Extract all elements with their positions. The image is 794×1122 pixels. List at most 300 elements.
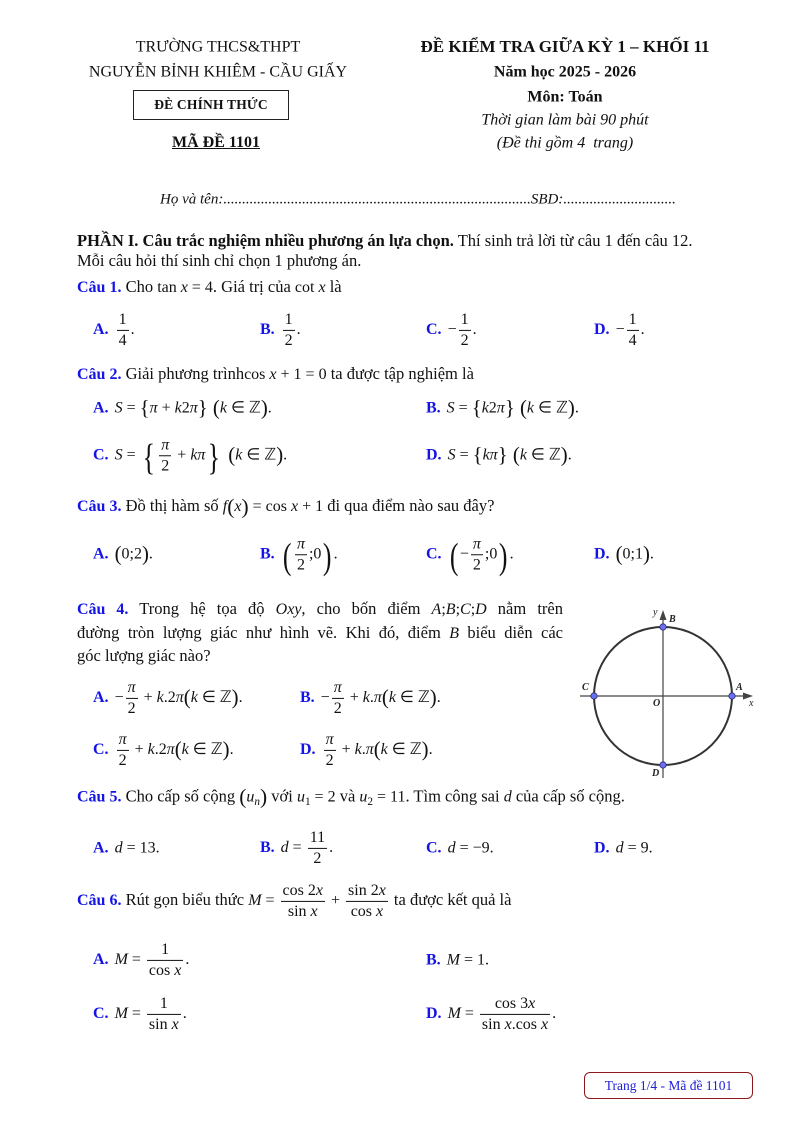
fraction — [159, 436, 171, 474]
delimiter: { — [139, 396, 150, 420]
math-text: ;0 — [484, 545, 498, 563]
fraction — [147, 995, 181, 1033]
math-text: − — [320, 688, 330, 706]
math-text: 2 — [118, 751, 127, 769]
fraction — [332, 679, 344, 717]
option-content — [281, 310, 301, 349]
math-variable: x — [269, 365, 277, 383]
text-run: Giải phương trình — [121, 363, 245, 383]
math-text: − — [114, 688, 124, 706]
question-2-option-c — [93, 436, 287, 475]
point-a-label: A — [736, 682, 743, 693]
math-text: + — [139, 688, 157, 706]
question-text — [121, 494, 495, 519]
math-text: + — [326, 891, 345, 909]
question-label: Câu 1. — [77, 278, 122, 296]
math-variable: u — [246, 788, 255, 806]
question-text — [77, 646, 211, 665]
math-text: 1 — [628, 310, 637, 328]
question-label: Câu 4. — [77, 600, 129, 618]
option-label: A. — [93, 688, 109, 706]
subscript: n — [254, 796, 260, 809]
fraction-denominator — [471, 555, 483, 574]
option-content — [616, 839, 653, 856]
question-label: Câu 3. — [77, 498, 122, 516]
option-label: D. — [594, 320, 610, 338]
math-variable: S — [446, 399, 455, 417]
math-text: . — [640, 320, 645, 338]
large-delimiter: ) — [499, 534, 508, 576]
exam-code: MÃ ĐỀ 1101 — [172, 134, 260, 151]
option-content — [447, 994, 557, 1033]
math-variable: k — [362, 688, 370, 706]
math-text: . — [329, 838, 334, 856]
math-variable: k — [235, 446, 243, 464]
math-variable: x — [504, 1015, 512, 1033]
question-5-option-b — [260, 829, 333, 867]
math-text: 2 — [488, 399, 497, 417]
math-variable: d — [503, 788, 512, 806]
question-text — [121, 364, 473, 383]
question-label: Câu 2. — [77, 365, 122, 383]
delimiter: ) — [260, 396, 268, 420]
math-variable: k — [388, 688, 396, 706]
math-variable: x — [290, 498, 299, 516]
math-variable: k — [219, 399, 227, 417]
delimiter: ( — [373, 737, 381, 761]
question-3-option-a — [93, 542, 153, 566]
fraction-numerator — [281, 882, 325, 902]
fraction-numerator — [459, 311, 471, 331]
point-c — [591, 693, 597, 699]
question-text — [121, 881, 512, 920]
fraction-denominator — [147, 1015, 181, 1034]
delimiter: { — [472, 443, 483, 467]
point-a — [729, 693, 735, 699]
fraction-numerator — [126, 679, 138, 699]
question-1-option-b — [260, 311, 301, 349]
math-variable: M — [114, 1004, 128, 1022]
math-text: ∈ ℤ — [526, 446, 561, 464]
math-text: 0;2 — [121, 545, 142, 563]
question-6-option-d — [426, 995, 556, 1033]
math-variable: k — [147, 740, 155, 758]
fraction-denominator — [281, 902, 325, 921]
question-6-option-a — [93, 941, 189, 979]
delimiter: ( — [207, 396, 220, 420]
math-text: . — [472, 320, 477, 338]
fraction — [308, 829, 327, 867]
school-year: Năm học 2025 - 2026 — [493, 63, 637, 81]
math-variable: x — [378, 881, 386, 899]
fraction — [471, 535, 483, 573]
option-label: D. — [594, 839, 610, 857]
math-variable: π — [333, 678, 342, 696]
math-text: = — [127, 1004, 145, 1022]
math-variable: π — [127, 678, 136, 696]
math-text: . — [267, 399, 272, 417]
math-text: 1 — [460, 310, 469, 328]
math-text: sin — [148, 1015, 172, 1033]
fraction-numerator — [471, 535, 483, 555]
question-4-stem-line3 — [77, 646, 211, 666]
math-text: 1 — [284, 310, 293, 328]
math-text: ∈ ℤ — [188, 740, 223, 758]
option-content — [448, 534, 514, 576]
math-text: 2 — [181, 399, 190, 417]
option-content — [114, 678, 243, 717]
math-text: 1 — [118, 310, 127, 328]
math-variable: k — [174, 399, 182, 417]
question-5-option-a — [93, 838, 160, 857]
math-variable: S — [447, 446, 456, 464]
option-content — [281, 534, 338, 576]
fraction-numerator — [159, 436, 171, 456]
text-run: biểu diễn các — [458, 622, 563, 642]
math-variable: π — [161, 436, 170, 454]
option-content — [280, 828, 334, 867]
math-text: 11 — [309, 828, 326, 846]
math-variable: x — [171, 1015, 179, 1033]
option-content — [615, 542, 654, 566]
fraction-denominator — [147, 961, 183, 980]
question-6-stem — [77, 882, 511, 920]
math-text: cos 3 — [494, 994, 529, 1012]
text-run: đường tròn lượng giác như hình vẽ. Khi đó, điểm — [77, 622, 450, 642]
question-text — [121, 784, 625, 809]
math-variable: π — [118, 730, 127, 748]
math-text: 0;1 — [622, 545, 643, 563]
delimiter: } — [497, 443, 508, 467]
math-variable: k — [519, 446, 527, 464]
math-text: ; — [441, 600, 446, 618]
option-label: C. — [426, 320, 442, 338]
math-text: ∈ ℤ — [197, 688, 232, 706]
text-run: . Giá trị của — [212, 276, 295, 296]
math-text: . — [333, 545, 338, 563]
option-label: B. — [300, 688, 315, 706]
fraction-denominator — [117, 331, 129, 350]
math-variable: d — [447, 839, 456, 857]
option-content — [448, 839, 494, 856]
fraction — [627, 311, 639, 349]
question-2-option-b — [426, 396, 579, 420]
fraction-denominator — [126, 699, 138, 718]
delimiter: ) — [429, 685, 437, 709]
math-text: = — [455, 446, 473, 464]
question-5-option-c — [426, 838, 494, 857]
delimiter: ( — [381, 685, 389, 709]
question-6-option-b — [426, 950, 489, 969]
fraction-denominator — [324, 751, 336, 770]
math-text: 1 — [159, 994, 168, 1012]
option-label: A. — [93, 399, 109, 417]
math-text: sin — [481, 1015, 505, 1033]
question-1-stem — [77, 277, 342, 297]
math-variable: π — [296, 535, 305, 553]
text-run: ta được kết quả là — [389, 889, 512, 909]
question-text — [121, 277, 341, 296]
math-variable: k — [481, 399, 489, 417]
fraction-numerator — [324, 731, 336, 751]
option-label: D. — [594, 545, 610, 563]
math-text: + — [345, 688, 363, 706]
math-text: − — [447, 320, 457, 338]
subject: Môn: Toán — [527, 88, 603, 106]
question-3-stem — [77, 496, 494, 518]
math-variable: D — [475, 600, 487, 618]
option-content — [615, 310, 645, 349]
math-text: .cos — [511, 1015, 542, 1033]
fraction — [283, 311, 295, 349]
fraction — [117, 311, 129, 349]
point-b — [660, 624, 666, 630]
math-text: − — [615, 320, 625, 338]
math-text: ∈ ℤ — [534, 399, 568, 417]
delimiter: ( — [174, 737, 182, 761]
question-label: Câu 6. — [77, 891, 122, 909]
y-axis-label: y — [653, 607, 658, 618]
fraction-denominator — [480, 1015, 550, 1034]
option-label: B. — [426, 399, 441, 417]
delimiter: ( — [227, 494, 235, 519]
fraction-numerator — [147, 941, 183, 961]
math-text: . — [296, 320, 301, 338]
fraction — [117, 731, 129, 769]
math-text: = — [454, 399, 472, 417]
math-variable: π — [166, 740, 175, 758]
delimiter: ) — [259, 784, 268, 809]
math-variable: π — [325, 730, 334, 748]
math-text: = — [122, 446, 140, 464]
math-text: sin 2 — [348, 881, 379, 899]
math-variable: k — [380, 740, 388, 758]
official-exam-label: ĐÈ CHÍNH THỨC — [154, 97, 268, 112]
question-text — [77, 623, 563, 642]
math-text: . — [436, 688, 441, 706]
point-b-label: B — [669, 614, 676, 625]
math-text: = 1. — [460, 951, 490, 969]
delimiter: ( — [514, 396, 527, 420]
option-label: A. — [93, 950, 109, 968]
option-content — [114, 542, 153, 566]
math-variable: M — [446, 951, 460, 969]
math-text: . — [361, 740, 366, 758]
math-text: cos — [148, 961, 175, 979]
math-variable: M — [447, 1004, 461, 1022]
question-4-option-d — [300, 731, 433, 769]
fraction-denominator — [283, 331, 295, 350]
section-instruction-cont: Mỗi câu hỏi thí sinh chỉ chọn 1 phương án. — [77, 251, 362, 271]
question-label: Câu 5. — [77, 788, 122, 806]
fraction — [126, 679, 138, 717]
math-text: . — [185, 950, 190, 968]
math-text: = — [261, 891, 279, 909]
question-6-option-c — [93, 995, 187, 1033]
math-text: ;0 — [308, 545, 322, 563]
text-run: Rút gọn biểu thức — [121, 889, 249, 909]
subscript: 2 — [367, 796, 374, 809]
math-text: + — [130, 740, 148, 758]
text-run: Cho cấp số cộng — [121, 786, 240, 806]
math-variable: π — [189, 399, 198, 417]
math-text: . — [148, 545, 153, 563]
math-text: ∈ ℤ — [226, 399, 261, 417]
fraction-denominator — [346, 902, 388, 921]
student-id-label: SBD: — [530, 191, 564, 208]
math-variable: k — [354, 740, 362, 758]
math-variable: π — [496, 399, 505, 417]
delimiter: { — [471, 396, 482, 420]
question-2-stem — [77, 364, 474, 384]
text-run: là — [325, 276, 342, 296]
math-text: 2 — [161, 456, 170, 474]
math-text: . — [428, 740, 433, 758]
question-1-option-c — [426, 311, 477, 349]
math-text: − — [459, 545, 469, 563]
fraction — [459, 311, 471, 349]
official-exam-badge — [133, 90, 289, 120]
math-text: + — [157, 399, 175, 417]
math-text: ∈ ℤ — [242, 446, 277, 464]
question-2-option-d — [426, 443, 572, 467]
fraction-numerator — [346, 882, 388, 902]
math-text: 4 — [118, 331, 127, 349]
text-run: Đồ thị hàm số — [121, 496, 223, 516]
unit-circle-figure — [575, 600, 775, 785]
option-label: D. — [300, 740, 316, 758]
option-label: B. — [426, 951, 441, 969]
question-text — [128, 599, 563, 618]
option-content — [114, 940, 190, 979]
fraction-denominator — [295, 555, 307, 574]
math-variable: kπ — [190, 446, 206, 464]
point-d-label: D — [652, 768, 660, 779]
math-text: cos — [350, 902, 377, 920]
math-variable: k — [156, 688, 164, 706]
fraction — [346, 882, 388, 920]
math-text: = — [460, 1004, 478, 1022]
school-name-line2: NGUYỄN BỈNH KHIÊM - CẦU GIẤY — [88, 63, 348, 81]
math-text: 1 — [161, 940, 170, 958]
math-text: tan — [157, 278, 181, 296]
large-delimiter: ) — [323, 534, 332, 576]
math-text: cot — [294, 278, 319, 296]
math-text: . — [130, 320, 135, 338]
option-content — [114, 435, 288, 477]
fraction-denominator — [332, 699, 344, 718]
math-variable: x — [528, 994, 536, 1012]
math-variable: A — [431, 600, 442, 618]
math-text: ; — [455, 600, 461, 618]
math-variable: B — [449, 624, 459, 642]
math-variable: S — [114, 399, 123, 417]
school-name-line1: TRƯỜNG THCS&THPT — [135, 38, 301, 56]
delimiter: ) — [231, 685, 239, 709]
option-label: B. — [260, 320, 275, 338]
delimiter: ( — [114, 542, 122, 566]
math-text: 2 — [296, 555, 305, 573]
math-variable: S — [114, 446, 123, 464]
option-content — [114, 994, 187, 1033]
fraction-denominator — [308, 849, 327, 868]
math-text: 2 — [284, 331, 293, 349]
large-delimiter: ( — [449, 534, 458, 576]
math-text: = 4 — [187, 278, 213, 296]
math-text: 2 — [313, 849, 322, 867]
question-3-option-b — [260, 535, 338, 574]
question-5-stem — [77, 786, 625, 809]
text-run: Trong hệ tọa độ — [128, 598, 276, 618]
math-variable: π — [365, 740, 374, 758]
math-text: + — [337, 740, 355, 758]
math-text: . — [509, 545, 514, 563]
math-variable: u — [296, 788, 305, 806]
fraction-numerator — [627, 311, 639, 331]
exam-duration: Thời gian làm bài 90 phút — [481, 111, 649, 129]
option-label: C. — [93, 1004, 109, 1022]
text-run: ta được tập nghiệm là — [326, 363, 474, 383]
text-run: của cấp số cộng. — [511, 786, 625, 806]
option-label: A. — [93, 320, 109, 338]
question-4-option-b — [300, 679, 441, 717]
fraction — [480, 995, 550, 1033]
option-content — [114, 396, 272, 420]
delimiter: ( — [223, 443, 236, 467]
fraction-numerator — [147, 995, 181, 1015]
fraction-denominator — [117, 751, 129, 770]
math-variable: kπ — [482, 446, 498, 464]
delimiter: ) — [141, 542, 149, 566]
math-text: 4 — [628, 331, 637, 349]
option-label: D. — [426, 1004, 442, 1022]
math-variable: d — [114, 839, 123, 857]
large-delimiter: } — [208, 435, 221, 477]
delimiter: ( — [507, 443, 520, 467]
fraction-denominator — [627, 331, 639, 350]
fraction-numerator — [117, 311, 129, 331]
math-text: + 1 — [298, 498, 324, 516]
question-5-option-d — [594, 838, 653, 857]
option-label: C. — [93, 446, 109, 464]
question-3-option-d — [594, 542, 654, 566]
math-variable: x — [310, 902, 318, 920]
student-id-blank: .............................. — [563, 191, 676, 208]
delimiter: ( — [615, 542, 623, 566]
math-variable: C — [460, 600, 471, 618]
fraction-numerator — [308, 829, 327, 849]
large-delimiter: { — [142, 435, 155, 477]
math-variable: x — [234, 498, 242, 516]
option-label: A. — [93, 839, 109, 857]
math-text: 2 — [127, 699, 136, 717]
delimiter: ) — [222, 737, 230, 761]
option-content — [446, 396, 579, 420]
math-variable: x — [315, 881, 323, 899]
math-variable: x — [180, 278, 188, 296]
section-instruction: Thí sinh trả lời từ câu 1 đến câu 12. — [453, 231, 693, 251]
math-text: 2 — [325, 751, 334, 769]
fraction-denominator — [459, 331, 471, 350]
question-2-option-a — [93, 396, 272, 420]
math-text: . — [574, 399, 579, 417]
math-text: = 9. — [623, 839, 653, 857]
math-variable: x — [541, 1015, 549, 1033]
math-variable: π — [472, 535, 481, 553]
math-text: = cos — [248, 498, 291, 516]
math-variable: Oxy — [275, 600, 302, 618]
question-1-option-d — [594, 311, 645, 349]
